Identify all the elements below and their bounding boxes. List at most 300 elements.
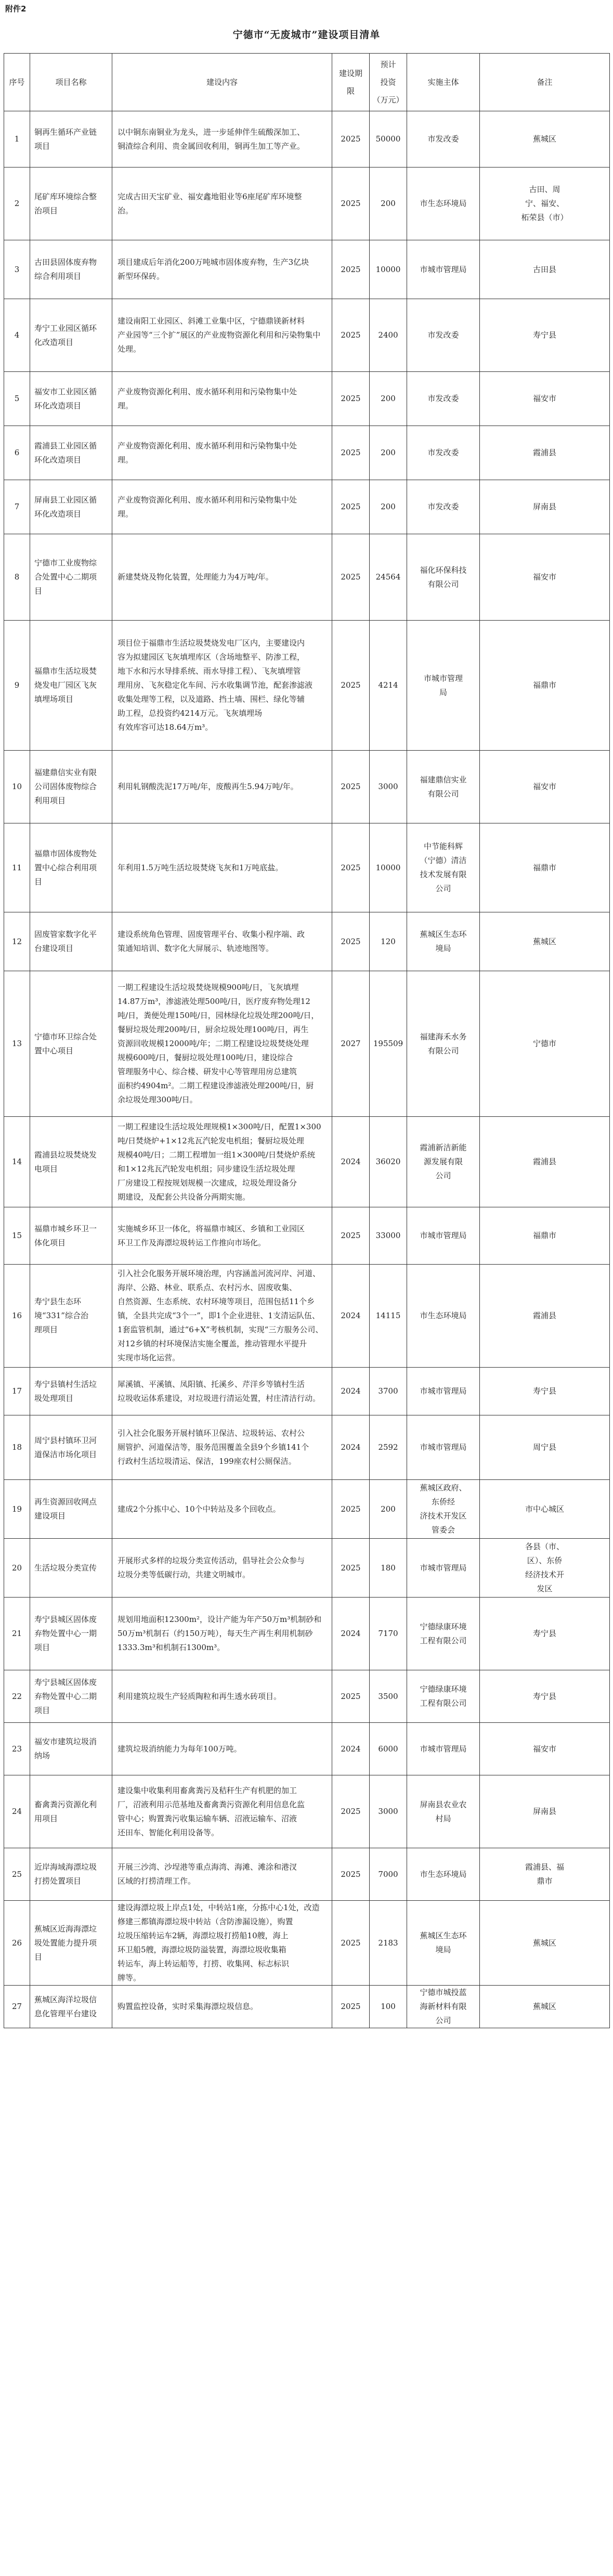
cell-implementing-unit [407, 912, 480, 971]
cell-implementing-unit [407, 971, 480, 1117]
cell-content-line: 利用轧钢酸洗泥17万吨/年，废酸再生5.94万吨/年。 [118, 782, 298, 791]
cell-project-name-line: 蕉城区海洋垃圾信 [34, 1994, 97, 2004]
cell-content-line: 一期工程建设生活垃圾焚烧规模900吨/日，飞灰填埋 [118, 983, 299, 992]
cell-note-line: 周宁县 [532, 1442, 556, 1452]
cell-investment: 195509 [370, 971, 407, 1117]
cell-investment: 10000 [370, 823, 407, 912]
cell-year: 2024 [332, 1117, 370, 1207]
table-row [4, 1117, 610, 1207]
cell-project-name-line: 环化改造项目 [34, 455, 82, 465]
cell-project-name [30, 751, 112, 823]
cell-implementing-unit-line: 技术发展有限 [420, 870, 467, 879]
cell-content-line: 对12乡镇的村环境保洁实施全覆盖，推动管理水平提升 [118, 1339, 307, 1348]
cell-implementing-unit-line: （宁德）清洁 [420, 856, 467, 865]
cell-content [112, 534, 332, 621]
table-row [4, 299, 610, 372]
cell-project-name [30, 372, 112, 426]
cell-note-line: 福安市 [532, 782, 556, 791]
cell-project-name-line: 弃物处置中心一期 [34, 1629, 97, 1638]
cell-content-line: 建设系统角色管理、固废管理平台、收集小程序端、政 [118, 930, 305, 939]
table-row [4, 751, 610, 823]
cell-implementing-unit [407, 823, 480, 912]
cell-implementing-unit-line: 有限公司 [427, 579, 459, 589]
cell-project-name [30, 1723, 112, 1775]
table-header-row [4, 54, 610, 111]
cell-project-name [30, 1368, 112, 1415]
cell-investment: 2183 [370, 1901, 407, 1986]
cell-investment: 3500 [370, 1670, 407, 1723]
cell-year: 2025 [332, 751, 370, 823]
cell-implementing-unit [407, 1207, 480, 1265]
cell-project-name-line: 生活垃圾分类宣传 [34, 1563, 97, 1573]
cell-project-name [30, 1480, 112, 1539]
cell-investment: 200 [370, 168, 407, 240]
cell-implementing-unit [407, 751, 480, 823]
cell-note-line: 柘荣县（市） [521, 213, 568, 222]
cell-implementing-unit [407, 168, 480, 240]
cell-implementing-unit-line: 蕉城区政府、 [420, 1483, 467, 1492]
cell-investment: 4214 [370, 621, 407, 751]
cell-project-name [30, 1598, 112, 1670]
header-name: 项目名称 [30, 54, 112, 111]
cell-note [480, 480, 610, 534]
cell-content-line: 引入社会化服务开展村镇环卫保洁、垃圾转运、农村公 [118, 1428, 305, 1438]
cell-project-name-line: 福鼎市生活垃圾焚 [34, 666, 97, 676]
cell-investment: 50000 [370, 111, 407, 168]
cell-implementing-unit-line: 村局 [435, 1813, 451, 1823]
cell-note-line: 霞浦县 [532, 1311, 556, 1320]
cell-implementing-unit [407, 1265, 480, 1368]
cell-note [480, 1117, 610, 1207]
cell-seq: 26 [4, 1901, 30, 1986]
header-seq: 序号 [4, 54, 30, 111]
cell-content-line: 策通知培训、数字化大屏展示、轨迹地图等。 [118, 944, 274, 953]
cell-content [112, 111, 332, 168]
cell-content-line: 新建焚烧及物化装置，处理能力为4万吨/年。 [118, 572, 273, 582]
cell-investment: 200 [370, 372, 407, 426]
cell-content-line: 理。 [118, 455, 134, 465]
cell-project-name-line: 境“331”综合治 [34, 1311, 88, 1320]
table-row [4, 168, 610, 240]
cell-year: 2025 [332, 1901, 370, 1986]
cell-content-line: 实现市场化运营。 [118, 1353, 180, 1362]
table-row [4, 1901, 610, 1986]
cell-note [480, 1848, 610, 1901]
cell-investment: 200 [370, 426, 407, 480]
cell-project-name-line: 福鼎市固体废物处 [34, 848, 97, 858]
cell-project-name [30, 168, 112, 240]
cell-project-name-line: 环化改造项目 [34, 401, 82, 410]
cell-project-name-line: 纳场 [34, 1751, 50, 1760]
table-row [4, 1415, 610, 1480]
cell-project-name-line: 福鼎市城乡环卫一 [34, 1223, 97, 1233]
cell-project-name-line: 建设项目 [34, 1511, 66, 1521]
cell-seq: 17 [4, 1368, 30, 1415]
header-invest-line: （万元） [372, 95, 404, 105]
cell-note-line: 福鼎市 [532, 680, 556, 690]
cell-implementing-unit [407, 426, 480, 480]
cell-seq: 15 [4, 1207, 30, 1265]
cell-project-name-line: 项目 [34, 1705, 50, 1715]
cell-year: 2024 [332, 1723, 370, 1775]
table-row [4, 534, 610, 621]
cell-implementing-unit-line: 市发改委 [427, 330, 459, 340]
cell-content-line: 牌等。 [118, 1973, 141, 1982]
cell-content [112, 751, 332, 823]
cell-implementing-unit-line: 公司 [435, 1171, 451, 1180]
cell-project-name-line: 项目 [34, 1643, 50, 1652]
cell-content [112, 1415, 332, 1480]
cell-project-name-line: 近岸海域海漂垃圾 [34, 1862, 97, 1872]
cell-content-line: 以中铜东南铜业为龙头，进一步延伸伴生硫酸深加工、 [118, 127, 305, 137]
cell-note-line: 霞浦县 [532, 1157, 556, 1166]
table-row [4, 111, 610, 168]
cell-content [112, 971, 332, 1117]
cell-content-line: 垃圾分类等低碳行动，共建文明城市。 [118, 1570, 251, 1579]
cell-seq: 7 [4, 480, 30, 534]
cell-project-name-line: 治项目 [34, 205, 58, 215]
cell-implementing-unit [407, 1901, 480, 1986]
cell-content-line: 区域的打捞清理工作。 [118, 1876, 196, 1886]
cell-content-line: 垃圾收运体系建设，对垃圾进行清运处置，村庄清洁行动。 [118, 1393, 321, 1403]
cell-project-name [30, 912, 112, 971]
cell-note-line: 市中心城区 [525, 1504, 564, 1514]
cell-content-line: 转运车，海上转运船等，打捞、收集网、标志标识 [118, 1959, 290, 1968]
cell-project-name-line: 霞浦县工业园区循 [34, 441, 97, 450]
cell-implementing-unit-line: 东侨经 [431, 1497, 455, 1506]
cell-implementing-unit-line: 蕉城区生态环 [420, 1931, 467, 1940]
cell-content [112, 1848, 332, 1901]
cell-investment: 6000 [370, 1723, 407, 1775]
header-content: 建设内容 [112, 54, 332, 111]
cell-implementing-unit [407, 1848, 480, 1901]
cell-seq: 25 [4, 1848, 30, 1901]
cell-project-name-line: 息化管理平台建设 [34, 2008, 97, 2018]
cell-content-line: 厂，沼液利用示范基地及畜禽粪污资源化利用信息化监 [118, 1799, 305, 1809]
cell-content-line: 自然资源、生态系统、农村环境等项目，范围包括11个乡 [118, 1297, 315, 1306]
cell-implementing-unit [407, 1986, 480, 2028]
cell-implementing-unit-line: 市发改委 [427, 394, 459, 403]
cell-content-line: 项目建成后年消化200万吨城市固体废弃物，生产3亿块 [118, 257, 309, 267]
cell-implementing-unit-line: 中节能科辉 [423, 842, 463, 851]
cell-seq: 2 [4, 168, 30, 240]
cell-project-name-line: 用项目 [34, 1813, 58, 1823]
cell-year: 2024 [332, 1598, 370, 1670]
cell-content [112, 168, 332, 240]
header-year [332, 54, 370, 111]
cell-implementing-unit-line: 宁德市城投蓝 [420, 1988, 467, 1997]
cell-project-name-line: 畜禽粪污资源化利 [34, 1799, 97, 1809]
cell-year: 2025 [332, 1207, 370, 1265]
cell-implementing-unit [407, 1598, 480, 1670]
cell-implementing-unit-line: 源发展有限 [423, 1157, 463, 1166]
cell-project-name-line: 蕉城区近海海漂垃 [34, 1924, 97, 1934]
cell-implementing-unit-line: 海新材料有限 [420, 2002, 467, 2011]
cell-investment: 7170 [370, 1598, 407, 1670]
table-row [4, 1670, 610, 1723]
cell-content [112, 1265, 332, 1368]
cell-content-line: 海岸、公路、林业、联系点、农村污水、固废收集、 [118, 1283, 297, 1292]
cell-note-line: 经济技术开 [525, 1570, 564, 1579]
cell-seq: 12 [4, 912, 30, 971]
cell-content-line: 厕管护、河道保洁等，服务范围覆盖全县9个乡镇141个 [118, 1442, 309, 1452]
cell-content [112, 426, 332, 480]
cell-note [480, 534, 610, 621]
cell-note [480, 168, 610, 240]
cell-implementing-unit-line: 霞浦新洁新能 [420, 1143, 467, 1152]
cell-investment: 100 [370, 1986, 407, 2028]
cell-year: 2025 [332, 168, 370, 240]
cell-project-name-line: 体化项目 [34, 1238, 66, 1247]
cell-project-name [30, 1848, 112, 1901]
cell-implementing-unit-line: 境局 [435, 944, 451, 953]
cell-investment: 3700 [370, 1368, 407, 1415]
cell-content-line: 还田车、智能化利用设备等。 [118, 1827, 219, 1837]
header-year-line: 限 [346, 86, 355, 96]
cell-content-line: 垃圾压缩转运车2辆，海漂垃圾打捞船10艘，海上 [118, 1931, 289, 1940]
cell-note [480, 1539, 610, 1598]
cell-implementing-unit-line: 公司 [435, 884, 451, 893]
cell-note-line: 古田、周 [529, 185, 560, 194]
document-title: 宁德市“无废城市”建设项目清单 [232, 29, 381, 41]
cell-note [480, 426, 610, 480]
cell-implementing-unit-line: 有限公司 [427, 1046, 459, 1055]
cell-seq: 6 [4, 426, 30, 480]
cell-content-line: 环卫船5艘，海漂垃圾防溢装置，海漂垃圾收集箱 [118, 1945, 286, 1954]
cell-note [480, 111, 610, 168]
cell-project-name-line: 福安市建筑垃圾消 [34, 1737, 97, 1746]
cell-project-name-line: 烧发电厂园区飞灰 [34, 680, 97, 690]
cell-implementing-unit-line: 公司 [435, 2016, 451, 2025]
cell-content-line: 余垃圾处理300吨/日。 [118, 1095, 198, 1104]
cell-seq: 22 [4, 1670, 30, 1723]
cell-content-line: 地下水和污水导排系统、雨水导排工程）、飞灰填埋管 [118, 666, 301, 676]
cell-content-line: 有效库容可达18.64万m³。 [118, 723, 213, 732]
cell-project-name-line: 再生资源回收网点 [34, 1497, 97, 1506]
cell-content-line: 期建设，及配套公共设备分两期实施。 [118, 1192, 251, 1202]
cell-project-name [30, 621, 112, 751]
cell-content [112, 1670, 332, 1723]
cell-note [480, 1670, 610, 1723]
cell-content-line: 建设集中收集利用畜禽粪污及秸秆生产有机肥的加工 [118, 1785, 297, 1795]
cell-content [112, 299, 332, 372]
cell-seq: 4 [4, 299, 30, 372]
cell-content [112, 1598, 332, 1670]
table-row [4, 1848, 610, 1901]
header-unit: 实施主体 [407, 54, 480, 111]
cell-investment: 3000 [370, 1775, 407, 1848]
cell-implementing-unit [407, 1670, 480, 1723]
cell-project-name [30, 111, 112, 168]
cell-project-name-line: 道保洁市场化项目 [34, 1449, 97, 1459]
cell-implementing-unit-line: 市城市管理局 [420, 1744, 467, 1754]
cell-project-name-line: 圾处理项目 [34, 1393, 74, 1403]
cell-seq: 19 [4, 1480, 30, 1539]
cell-investment: 200 [370, 480, 407, 534]
cell-project-name [30, 1986, 112, 2028]
cell-implementing-unit-line: 市城市管理 [423, 673, 463, 683]
cell-investment: 2400 [370, 299, 407, 372]
cell-project-name [30, 299, 112, 372]
cell-note-line: 福安市 [532, 394, 556, 403]
cell-project-name [30, 823, 112, 912]
cell-content [112, 1207, 332, 1265]
table-row [4, 1265, 610, 1368]
cell-project-name-line: 综合利用项目 [34, 272, 82, 281]
cell-project-name-line: 尾矿库环境综合整 [34, 191, 97, 201]
cell-content-line: 开展形式多样的垃圾分类宣传活动，倡导社会公众参与 [118, 1556, 305, 1565]
cell-year: 2025 [332, 111, 370, 168]
cell-note-line: 屏南县 [532, 502, 556, 511]
cell-project-name-line: 宁德市工业废物综 [34, 558, 97, 568]
cell-implementing-unit-line: 市城市管理局 [420, 264, 467, 274]
cell-year: 2025 [332, 1775, 370, 1848]
cell-note-line: 蕉城区 [532, 936, 556, 946]
cell-note [480, 1415, 610, 1480]
cell-content-line: 建成2个分拣中心、10个中转站及多个回收点。 [118, 1504, 281, 1514]
cell-content-line: 新型环保砖。 [118, 272, 165, 281]
cell-project-name-line: 宁德市环卫综合处 [34, 1032, 97, 1041]
cell-content-line: 管中心；购置粪污收集运输车辆、沼液运输车、沼液 [118, 1813, 297, 1823]
cell-year: 2025 [332, 426, 370, 480]
cell-seq: 5 [4, 372, 30, 426]
cell-seq: 14 [4, 1117, 30, 1207]
cell-project-name [30, 1207, 112, 1265]
cell-content [112, 1986, 332, 2028]
cell-content [112, 912, 332, 971]
cell-implementing-unit-line: 屏南县农业农 [420, 1799, 467, 1809]
cell-implementing-unit [407, 1415, 480, 1480]
cell-content-line: 餐厨垃圾处理200吨/日，厨余垃圾处理100吨/日，再生 [118, 1025, 309, 1034]
cell-investment: 200 [370, 1480, 407, 1539]
cell-content-line: 1套监管机制，通过“6+X”考核机制，实现“三方服务公司、 [118, 1325, 323, 1334]
cell-seq: 21 [4, 1598, 30, 1670]
cell-note [480, 240, 610, 299]
cell-year: 2025 [332, 480, 370, 534]
cell-implementing-unit-line: 市城市管理局 [420, 1442, 467, 1452]
cell-note-line: 发区 [537, 1584, 553, 1593]
cell-implementing-unit [407, 1723, 480, 1775]
cell-investment: 14115 [370, 1265, 407, 1368]
cell-implementing-unit [407, 621, 480, 751]
cell-note-line: 宁德市 [532, 1039, 556, 1048]
table-row [4, 1723, 610, 1775]
cell-seq: 11 [4, 823, 30, 912]
cell-content-line: 实施城乡环卫一体化，将福鼎市城区、乡镇和工业园区 [118, 1223, 305, 1233]
cell-implementing-unit-line: 宁德绿康环境 [420, 1684, 467, 1694]
cell-investment: 2592 [370, 1415, 407, 1480]
cell-content-line: 修建三都镇海漂垃圾中转站（含防渗漏设施），购置 [118, 1917, 293, 1926]
cell-note [480, 1480, 610, 1539]
table-row [4, 240, 610, 299]
cell-year: 2025 [332, 912, 370, 971]
cell-content-line: 理。 [118, 401, 134, 410]
cell-implementing-unit-line: 市城市管理局 [420, 1231, 467, 1240]
cell-note-line: 寿宁县 [532, 1629, 556, 1638]
cell-content-line: 14.87万m³，渗滤液处理500吨/日，医疗废弃物处理12 [118, 997, 310, 1006]
cell-investment: 120 [370, 912, 407, 971]
cell-implementing-unit-line: 局 [439, 687, 447, 697]
cell-implementing-unit [407, 240, 480, 299]
cell-content-line: 环卫工作及海漂垃圾转运工作推向市场化。 [118, 1238, 266, 1247]
cell-note-line: 屏南县 [532, 1807, 556, 1816]
cell-implementing-unit-line: 管委会 [431, 1525, 455, 1535]
cell-content [112, 1775, 332, 1848]
cell-content-line: 行政村生活垃圾清运、保洁，199座农村公厕保洁。 [118, 1457, 296, 1466]
cell-project-name-line: 寿宁县城区固体废 [34, 1615, 97, 1624]
cell-investment: 180 [370, 1539, 407, 1598]
cell-implementing-unit-line: 市发改委 [427, 448, 459, 457]
cell-content-line: 吨/日焚烧炉+1×12兆瓦汽轮发电机组；餐厨垃圾处理 [118, 1136, 304, 1145]
table-row [4, 1598, 610, 1670]
cell-project-name [30, 1901, 112, 1986]
cell-implementing-unit-line: 市城市管理局 [420, 1563, 467, 1573]
cell-implementing-unit [407, 1117, 480, 1207]
cell-year: 2025 [332, 1986, 370, 2028]
cell-seq: 8 [4, 534, 30, 621]
cell-project-name-line: 台建设项目 [34, 944, 74, 953]
header-invest [370, 54, 407, 111]
cell-project-name-line: 合处置中心二期项 [34, 572, 97, 582]
cell-note [480, 1723, 610, 1775]
table-row [4, 1480, 610, 1539]
cell-note-line: 福安市 [532, 572, 556, 582]
cell-content-line: 理。 [118, 509, 134, 519]
table-row [4, 1986, 610, 2028]
cell-content [112, 372, 332, 426]
cell-implementing-unit-line: 市城市管理局 [420, 1386, 467, 1396]
cell-project-name [30, 971, 112, 1117]
cell-project-name-line: 屏南县工业园区循 [34, 495, 97, 505]
cell-note [480, 912, 610, 971]
cell-implementing-unit [407, 1539, 480, 1598]
cell-seq: 23 [4, 1723, 30, 1775]
header-invest-line: 预计 [380, 60, 396, 69]
cell-implementing-unit-line: 境局 [435, 1945, 451, 1954]
cell-implementing-unit-line: 福化环保科技 [420, 565, 467, 575]
cell-note-line: 霞浦县 [532, 448, 556, 457]
attachment-label: 附件2 [5, 4, 27, 14]
cell-content-line: 吨/日，粪便处理150吨/日，园林绿化垃圾处理200吨/日， [118, 1011, 319, 1020]
cell-project-name-line: 理项目 [34, 1325, 58, 1334]
cell-implementing-unit-line: 福建鼎信实业 [420, 775, 467, 784]
cell-content-line: 完成古田天宝矿业、福安鑫地钼业等6座尾矿库环境整 [118, 191, 302, 201]
cell-note-line: 福鼎市 [532, 1231, 556, 1240]
cell-year: 2025 [332, 1539, 370, 1598]
cell-note [480, 1368, 610, 1415]
cell-note-line: 各县（市、 [525, 1542, 564, 1551]
cell-project-name-line: 霞浦县垃圾焚烧发 [34, 1150, 97, 1160]
cell-project-name [30, 1775, 112, 1848]
cell-note [480, 1265, 610, 1368]
cell-project-name-line: 置中心综合利用项 [34, 862, 97, 872]
table-row [4, 1775, 610, 1848]
cell-project-name-line: 寿宁县城区固体废 [34, 1677, 97, 1687]
cell-implementing-unit [407, 1480, 480, 1539]
cell-year: 2024 [332, 1265, 370, 1368]
cell-project-name-line: 周宁县村镇环卫河 [34, 1435, 97, 1445]
cell-year: 2025 [332, 621, 370, 751]
cell-content [112, 621, 332, 751]
cell-investment: 10000 [370, 240, 407, 299]
cell-note [480, 1986, 610, 2028]
table-row [4, 1207, 610, 1265]
cell-note-line: 寿宁县 [532, 1386, 556, 1396]
cell-note-line: 古田县 [532, 264, 556, 274]
cell-year: 2024 [332, 1415, 370, 1480]
cell-note [480, 823, 610, 912]
table-row [4, 823, 610, 912]
